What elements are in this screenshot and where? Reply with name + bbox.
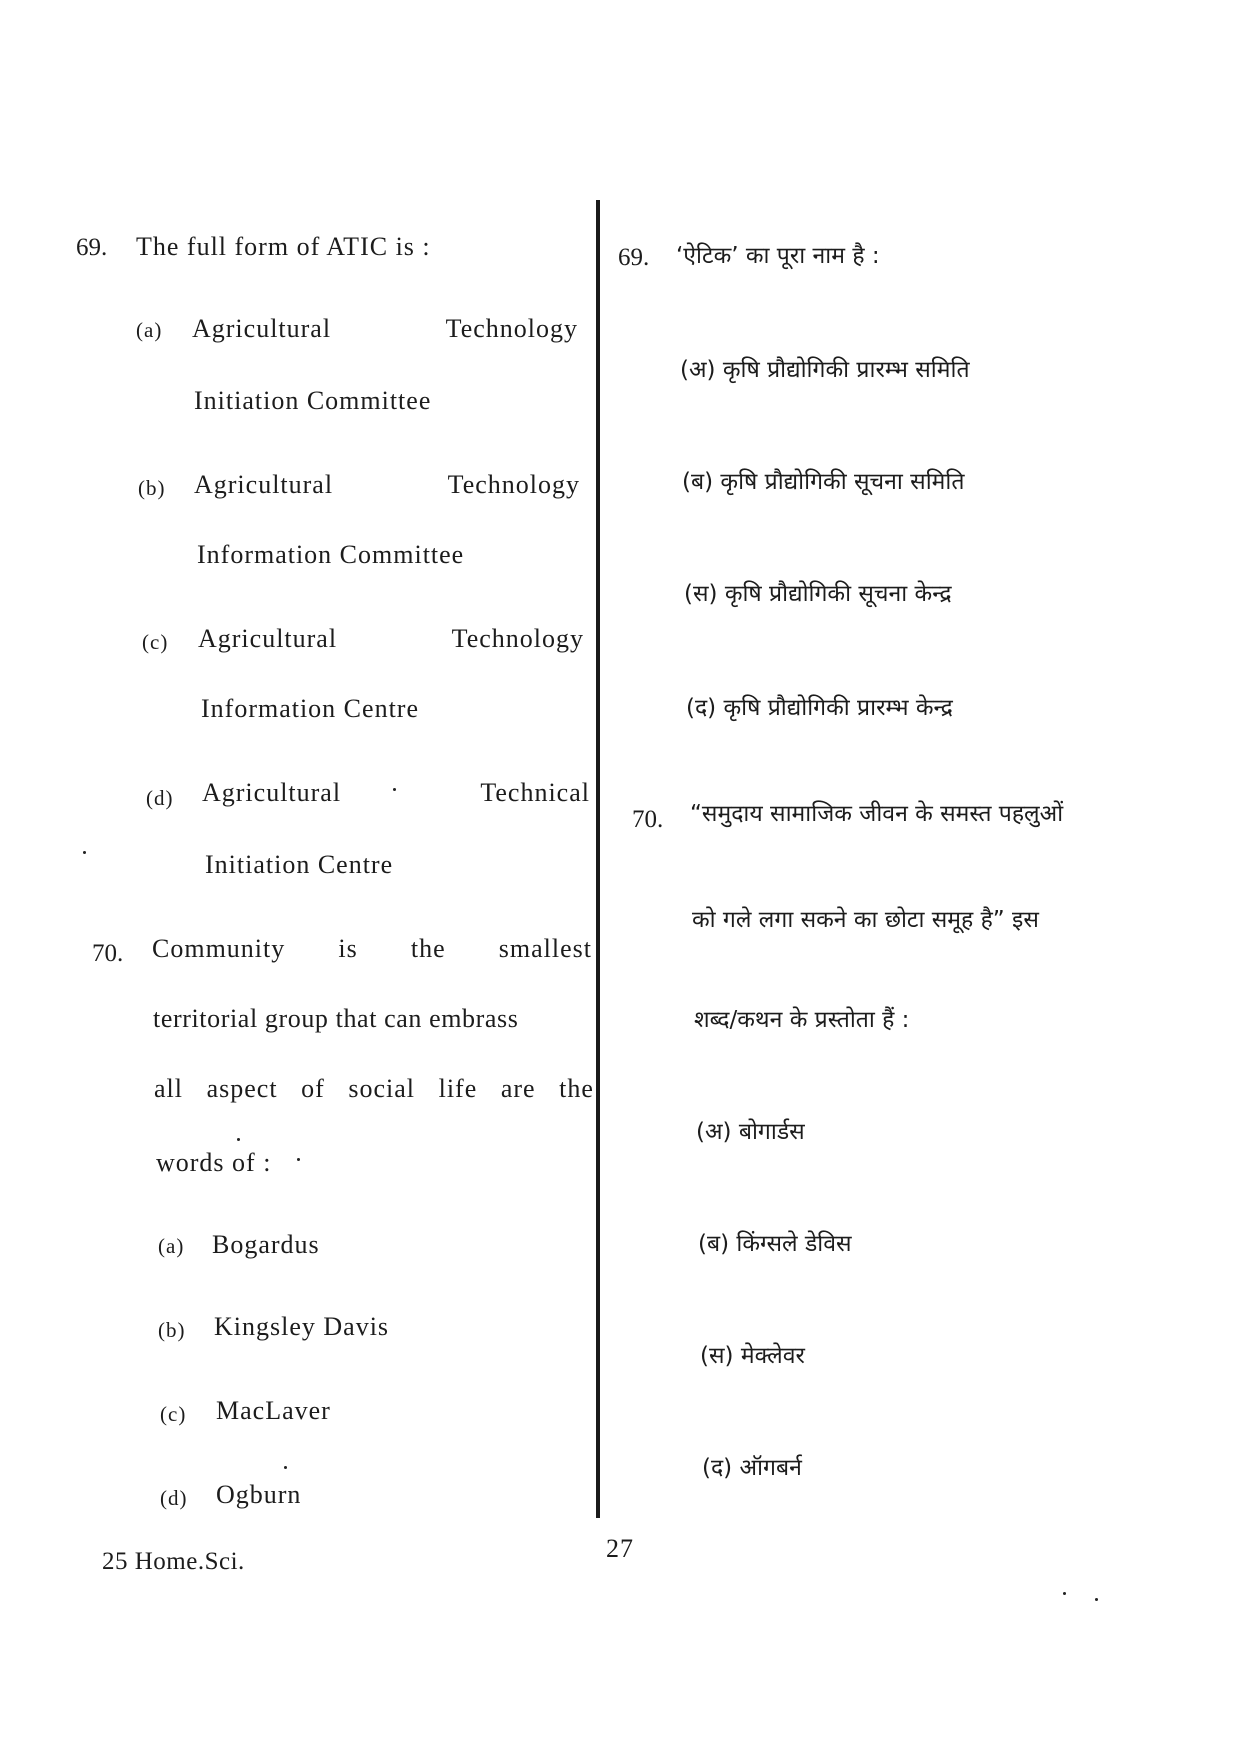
option-word: Technology — [451, 624, 584, 653]
option-letter: (c) — [160, 1402, 187, 1426]
option-word: Technical — [480, 778, 590, 807]
question-line: “समुदाय सामाजिक जीवन के समस्त पहलुओं — [690, 801, 1064, 827]
option-hindi — [686, 690, 953, 722]
scan-speck — [297, 1158, 300, 1161]
column-divider — [596, 200, 600, 1518]
option-word: Agricultural — [198, 624, 338, 653]
question-number: 69. — [618, 244, 650, 271]
option-hindi — [696, 1114, 805, 1146]
question-line: words of : — [156, 1148, 272, 1177]
option-letter: (b) — [158, 1318, 186, 1342]
option-line — [192, 314, 578, 344]
option-text: ऑगबर्न — [739, 1455, 802, 1481]
option-letter: (c) — [142, 630, 169, 654]
scan-speck — [1095, 1598, 1098, 1601]
option-text: कृषि प्रौद्योगिकी सूचना समिति — [720, 469, 965, 495]
option-letter: (अ) — [680, 357, 716, 383]
question-number: 70. — [632, 806, 664, 833]
scan-speck — [393, 788, 396, 791]
option-text: कृषि प्रौद्योगिकी प्रारम्भ समिति — [722, 357, 970, 383]
option-letter: (स) — [700, 1343, 734, 1369]
option-hindi — [700, 1338, 805, 1370]
option-line: Initiation Committee — [194, 386, 432, 415]
question-line: Community is the smallest — [152, 934, 592, 963]
question-text: The full form of ATIC is : — [136, 232, 431, 261]
option-hindi — [698, 1226, 852, 1258]
option-letter: (a) — [136, 318, 163, 342]
option-hindi — [684, 576, 952, 608]
option-text: मेक्लेवर — [740, 1343, 805, 1369]
option-letter: (ब) — [682, 469, 714, 495]
option-text: कृषि प्रौद्योगिकी प्रारम्भ केन्द्र — [723, 695, 953, 721]
option-line: Initiation Centre — [205, 850, 394, 879]
option-word: Technology — [445, 314, 578, 343]
option-hindi — [680, 352, 970, 384]
question-line: को गले लगा सकने का छोटा समूह है” इस — [692, 907, 1039, 933]
option-hindi — [682, 464, 964, 496]
scan-speck — [284, 1466, 287, 1469]
scan-speck — [1063, 1592, 1066, 1595]
option-text: Bogardus — [212, 1230, 320, 1259]
page-number: 27 — [606, 1534, 634, 1563]
paper-code: 25 Home.Sci. — [102, 1548, 245, 1575]
option-word: Agricultural — [194, 470, 334, 499]
scan-speck — [83, 851, 86, 854]
question-number: 69. — [76, 234, 108, 261]
question-number: 70. — [92, 940, 124, 967]
option-letter: (स) — [684, 581, 718, 607]
option-line — [198, 624, 584, 654]
option-letter: (ब) — [698, 1231, 730, 1257]
option-line — [194, 470, 580, 500]
option-letter: (अ) — [696, 1119, 732, 1145]
option-letter: (b) — [138, 476, 166, 500]
option-word: Technology — [447, 470, 580, 499]
question-line: शब्द/कथन के प्रस्तोता हैं : — [694, 1007, 910, 1033]
option-line: Information Centre — [201, 694, 419, 723]
question-line: territorial group that can embrass — [153, 1004, 519, 1033]
scan-speck — [237, 1138, 240, 1141]
option-word: Agricultural — [192, 314, 332, 343]
option-text: Ogburn — [216, 1480, 302, 1509]
option-line: Information Committee — [197, 540, 465, 569]
option-letter: (द) — [702, 1455, 733, 1481]
option-letter: (a) — [158, 1234, 185, 1258]
option-text: किंग्सले डेविस — [736, 1231, 852, 1257]
option-word: Agricultural — [202, 778, 342, 807]
option-letter: (द) — [686, 695, 717, 721]
option-text: MacLaver — [216, 1396, 331, 1425]
option-letter: (d) — [160, 1486, 188, 1510]
option-line — [202, 778, 590, 808]
option-text: Kingsley Davis — [214, 1312, 390, 1341]
option-letter: (d) — [146, 786, 174, 810]
option-text: बोगार्डस — [738, 1119, 805, 1145]
question-line: all aspect of social life are the — [154, 1074, 594, 1103]
question-text: ‘ऐटिक’ का पूरा नाम है : — [676, 243, 880, 269]
option-text: कृषि प्रौद्योगिकी सूचना केन्द्र — [724, 581, 952, 607]
option-hindi — [702, 1450, 802, 1482]
